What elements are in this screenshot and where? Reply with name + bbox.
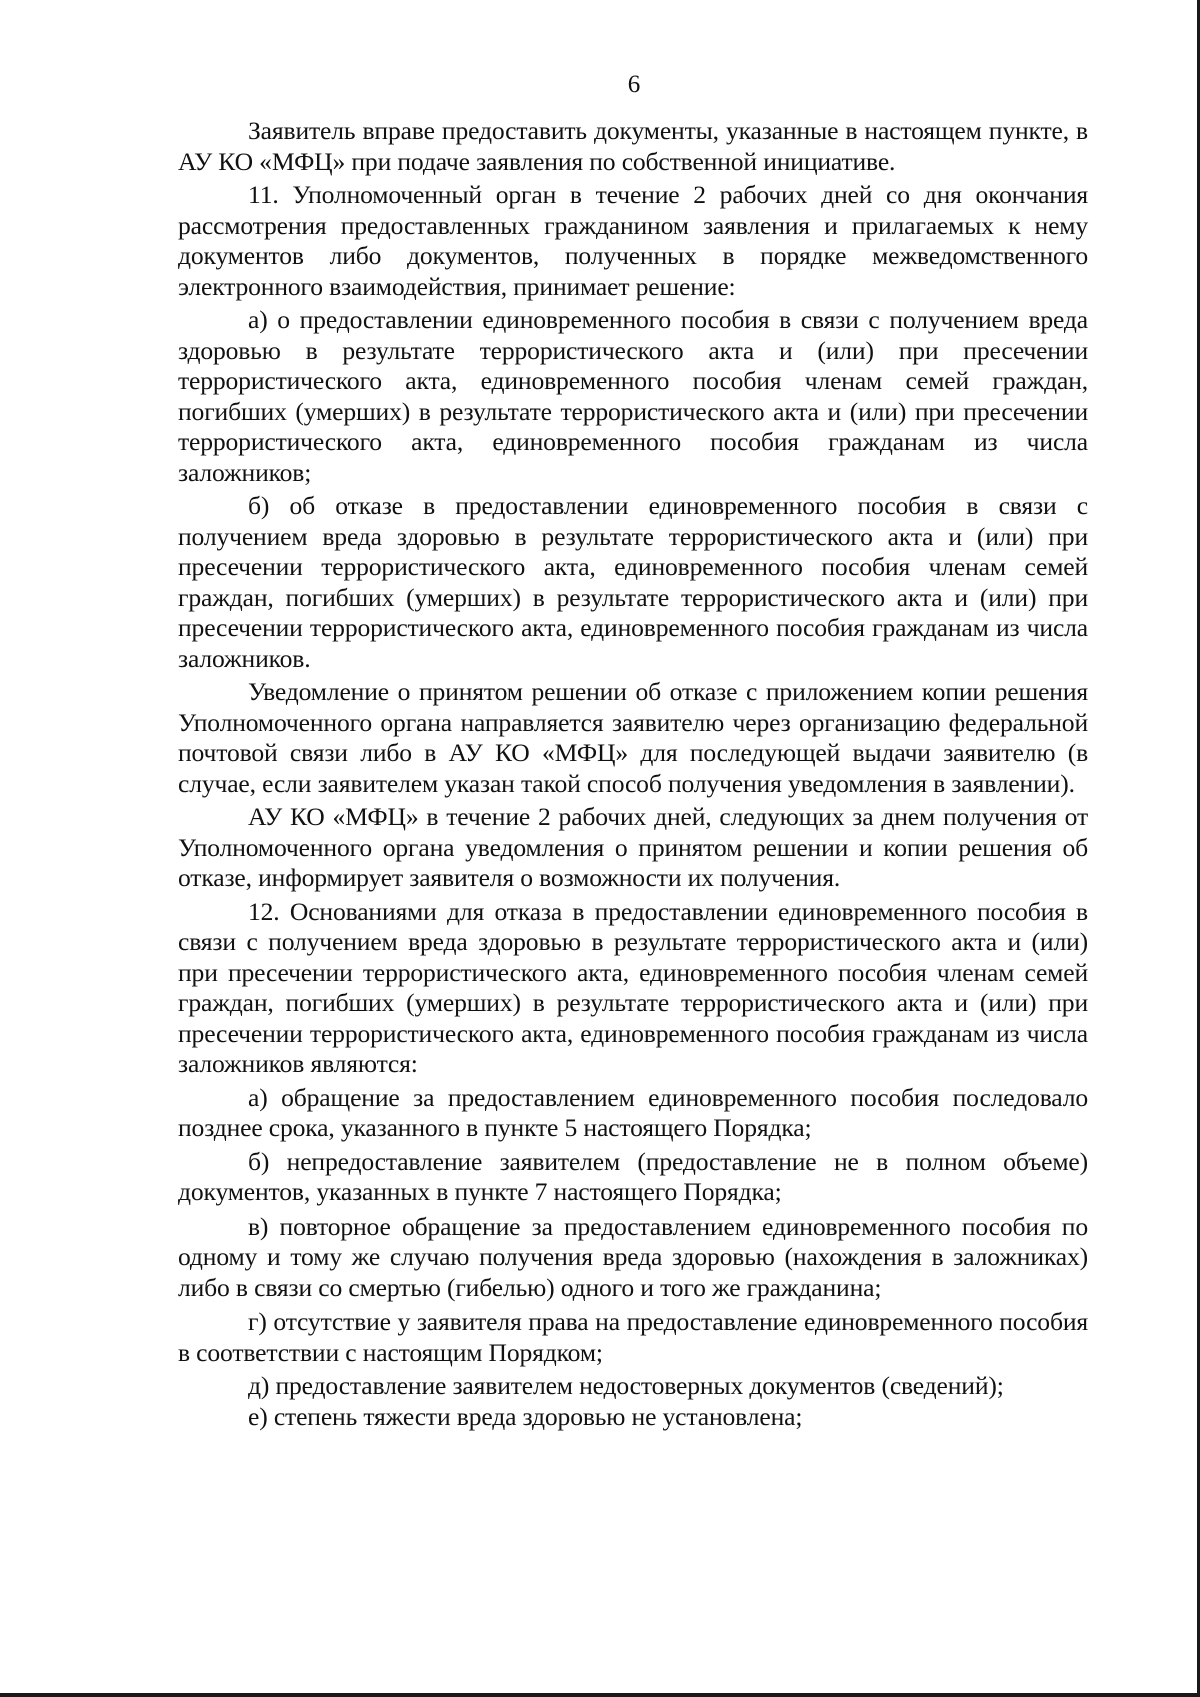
paragraph-item-11: 11. Уполномоченный орган в течение 2 рабочих дней со дня окончания рассмотрения предоставленных гражданином заявления и прилагаемых к нему документов либо документов, полученных в порядке межведомственного электронного взаимодействия, принимает решение: [178, 180, 1088, 301]
paragraph-item-12: 12. Основаниями для отказа в предоставлении единовременного пособия в связи с получением вреда здоровью в результате террористического акта и (или) при пресечении террористического акта, единовременного пособия членам семей граждан, погибших (умерших) в результате террористического акта и (или) при пресечении террористического акта, единовременного пособия гражданам из числа заложников являются: [178, 896, 1088, 1078]
list-item-b: б) непредоставление заявителем (предоставление не в полном объеме) документов, указанных в пункте 7 настоящего Порядка; [178, 1146, 1088, 1206]
list-item-a: а) обращение за предоставлением единовременного пособия последовало позднее срока, указанного в пункте 5 настоящего Порядка; [178, 1082, 1088, 1142]
paragraph-notification: Уведомление о принятом решении об отказе с приложением копии решения Уполномоченного органа направляется заявителю через организацию федеральной почтовой связи либо в АУ КО «МФЦ» для последующей выдачи заявителю (в случае, если заявителем указан такой способ получения уведомления в заявлении). [178, 677, 1088, 798]
document-body [178, 116, 1088, 1432]
scan-edge-bottom [0, 1693, 1200, 1697]
list-item-g: г) отсутствие у заявителя права на предоставление единовременного пособия в соответствии с настоящим Порядком; [178, 1307, 1088, 1367]
page-number: 6 [627, 71, 641, 98]
paragraph-decision-grant: а) о предоставлении единовременного пособия в связи с получением вреда здоровью в результате террористического акта и (или) при пресечении террористического акта, единовременного пособия членам семей граждан, погибших (умерших) в результате террористического акта и (или) при пресечении террористического акта, единовременного пособия гражданам из числа заложников; [178, 305, 1088, 487]
list-item-v: в) повторное обращение за предоставлением единовременного пособия по одному и тому же случаю получения вреда здоровью (нахождения в заложниках) либо в связи со смертью (гибелью) одного и того же гражданина; [178, 1211, 1088, 1302]
list-item-e: е) степень тяжести вреда здоровью не установлена; [248, 1401, 803, 1431]
paragraph-mfc-informs: АУ КО «МФЦ» в течение 2 рабочих дней, следующих за днем получения от Уполномоченного органа уведомления о принятом решении и копии решения об отказе, информирует заявителя о возможности их получения. [178, 802, 1088, 892]
paragraph-applicant-right: Заявитель вправе предоставить документы, указанные в настоящем пункте, в АУ КО «МФЦ» при подаче заявления по собственной инициативе. [178, 116, 1088, 176]
paragraph-decision-refuse: б) об отказе в предоставлении единовременного пособия в связи с получением вреда здоровью в результате террористического акта и (или) при пресечении террористического акта, единовременного пособия членам семей граждан, погибших (умерших) в результате террористического акта и (или) при пресечении террористического акта, единовременного пособия гражданам из числа заложников. [178, 491, 1088, 673]
list-item-d: д) предоставление заявителем недостоверных документов (сведений); [248, 1371, 1004, 1400]
